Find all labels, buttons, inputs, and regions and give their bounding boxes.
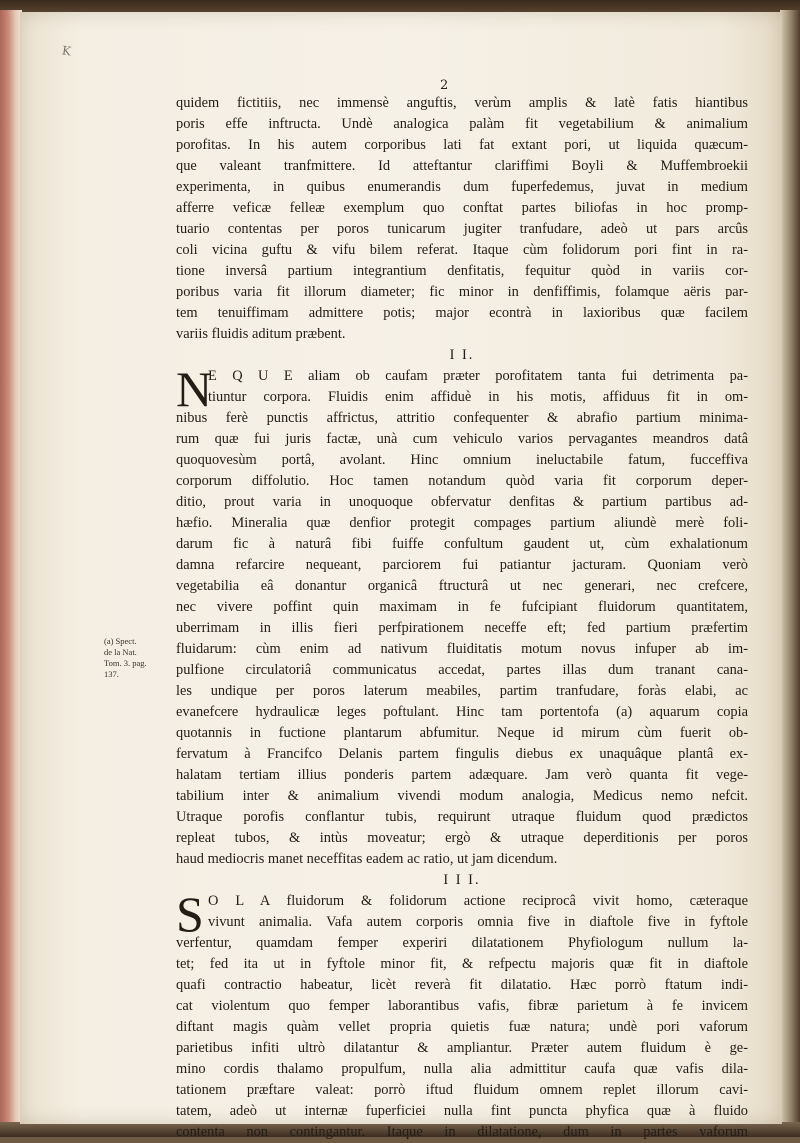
text-line: que valeant tranfmittere. Id atteftantur clariffimi Boyli & Muffembroekii	[176, 158, 748, 174]
text-line: variis fluidis aditum præbent.	[176, 326, 346, 342]
paragraph-1	[176, 93, 748, 345]
paragraph-3	[176, 886, 748, 1143]
text-line: fervatum à Francifco Delanis partem fingulis diebus ex unaquâque plantâ ex-	[176, 746, 748, 762]
drop-cap-letter: S	[176, 886, 204, 942]
footnote-line: (a) Spect.	[104, 636, 137, 646]
text-line: tationem præftare valeat: porrò iftud fluidum omnem replet illorum cavi-	[176, 1082, 748, 1098]
text-line: Utraque porofis conflantur tubis, requirunt utraque fluidum quod prædictos	[176, 809, 748, 825]
text-line: poris effe inftructa. Undè analogica palàm fit vegetabilium & animalium	[176, 116, 748, 132]
text-line: pulfione circulatoriâ communicatus accedat, partes illas dum tranant cana-	[176, 662, 748, 678]
text-line: contenta non contingantur. Itaque in dilatatione, dum in partes vaforum	[176, 1124, 748, 1140]
text-line: vivunt animalia. Vafa autem corporis omnia five in diaftole five in fyftole	[208, 914, 748, 930]
footnote-line: 137.	[104, 669, 119, 679]
right-page-edges	[780, 10, 800, 1130]
drop-cap-letter: N	[176, 361, 213, 417]
text-line: verfentur, quamdam femper experiri dilatationem Phyfiologum nullum la-	[176, 935, 748, 951]
text-line: poribus varia fit illorum diameter; fic minor in denfiffimis, folamque aëris par-	[176, 284, 748, 300]
text-line: parietibus infiti ultrò dilatantur & ampliantur. Præter autem fluidum è ge-	[176, 1040, 748, 1056]
main-text-block	[176, 93, 748, 1143]
text-line: experimenta, in quibus enumerandis dum fuperfedemus, juvat in medium	[176, 179, 748, 195]
text-line: porofitas. In his autem corporibus lati fat extant pori, ut liquida quæcum-	[176, 137, 748, 153]
text-line: ditio, prout varia in unoquoque obfervatur denfitas & partium partibus ad-	[176, 494, 748, 510]
text-line: halatam tertiam illius ponderis partem adæquare. Jam verò quanta fit vege-	[176, 767, 748, 783]
left-page-edges	[0, 10, 22, 1125]
corner-pencil-mark: K	[61, 43, 73, 59]
text-line: haud mediocris manet neceffitas eadem ac ratio, ut jam dicendum.	[176, 851, 558, 867]
text-line: quidem fictitiis, nec immensè anguftis, verùm amplis & latè fatis hiantibus	[176, 95, 748, 111]
text-line: uberrimam in illis fieri perfpirationem neceffe eft; fed partium præfertim	[176, 620, 748, 636]
text-line: fluidarum: cùm enim ad nativum fluiditatis motum novus infuper ab im-	[176, 641, 748, 657]
text-line: tione inversâ partium integrantium denfitatis, fequitur quòd in variis cor-	[176, 263, 748, 279]
text-line: E Q U E aliam ob caufam præter porofitatem tanta fui detrimenta pa-	[208, 368, 748, 384]
paragraph-2	[176, 361, 748, 870]
text-line: les undique per poros laterum meabiles, partim tranfudare, foràs elabi, ac	[176, 683, 748, 699]
text-line: darum fic à naturâ fibi fuiffe confultum gaudent ut, cùm exhalationum	[176, 536, 748, 552]
text-line: tet; fed ita ut in fyftole minor fit, & refpectu majoris quæ fit in diaftole	[176, 956, 748, 972]
text-line: hæfio. Mineralia quæ denfior protegit compages partium aliundè merè foli-	[176, 515, 748, 531]
text-line: tiuntur corpora. Fluidis enim affiduè in his motis, affiduus fit in om-	[208, 389, 748, 405]
text-line: vegetabilia eâ donantur organicâ ftructurâ ut nec generari, nec crefcere,	[176, 578, 748, 594]
text-line: O L A fluidorum & folidorum actione reciprocâ vivit homo, cæteraque	[208, 893, 748, 909]
text-line: nibus ferè punctis affrictus, attritio confequenter & abrafio partium minima-	[176, 410, 748, 426]
text-line: rum quæ fui juris factæ, unà cum vehiculo varios pervagantes meandros datâ	[176, 431, 748, 447]
text-line: quoquovesùm portâ, avolant. Hinc omnium ineluctabile fatum, fucceffiva	[176, 452, 748, 468]
margin-footnote	[104, 636, 172, 680]
text-line: corporum diffolutio. Hoc tamen notandum quòd varia fit corporum deper-	[176, 473, 748, 489]
section-heading-3: I I I.	[443, 872, 481, 888]
text-line: quafi contractio habeatur, licèt reverà fit dilatatio. Hæc porrò ftatum indi-	[176, 977, 748, 993]
text-line: evanefcere hydraulicæ leges poftulant. Hinc tam portentofa (a) aquarum copia	[176, 704, 748, 720]
page-number: 2	[440, 78, 449, 93]
footnote-line: de la Nat.	[104, 647, 137, 657]
text-line: coli vicina guftu & vifu bilem referat. Itaque cùm folidorum pori fint in ra-	[176, 242, 748, 258]
text-line: tem tenuiffimam admittere potis; major econtrà in laxioribus quæ facilem	[176, 305, 748, 321]
text-line: quotannis in fuctione plantarum abfumitur. Neque id mirum cùm fuerit ob-	[176, 725, 748, 741]
text-line: afferre veficæ felleæ exemplum quo conftat partes biliofas in hoc promp-	[176, 200, 748, 216]
footnote-line: Tom. 3. pag.	[104, 658, 147, 668]
text-line: tabilium inter & animalium vivendi modum analogia, Medicus nemo nefcit.	[176, 788, 748, 804]
section-heading-2: I I.	[449, 347, 475, 363]
text-line: tatem, adeò ut internæ fuperficiei nulla fint puncta phyfica quæ à fluido	[176, 1103, 748, 1119]
text-line: tuario contentas per poros tunicarum jugiter tranfudare, adeò ut pars arcûs	[176, 221, 748, 237]
text-line: mino cordis thalamo propulfum, nulla alia admittitur caufa quæ vafis dila-	[176, 1061, 748, 1077]
text-line: cat violentum quo femper laborantibus vafis, fibræ parietum à fe invicem	[176, 998, 748, 1014]
text-line: diftant magis quàm vellet propria quietis fuæ natura; undè pori vaforum	[176, 1019, 748, 1035]
text-line: damna refarcire nequeant, parciorem fui patiantur jacturam. Quoniam verò	[176, 557, 748, 573]
text-line: nec vivere poffint quin maximam in fe fufcipiant fluidorum quantitatem,	[176, 599, 748, 615]
text-line: repleat tubos, & intùs moveatur; ergò & utraque deperditionis per poros	[176, 830, 748, 846]
